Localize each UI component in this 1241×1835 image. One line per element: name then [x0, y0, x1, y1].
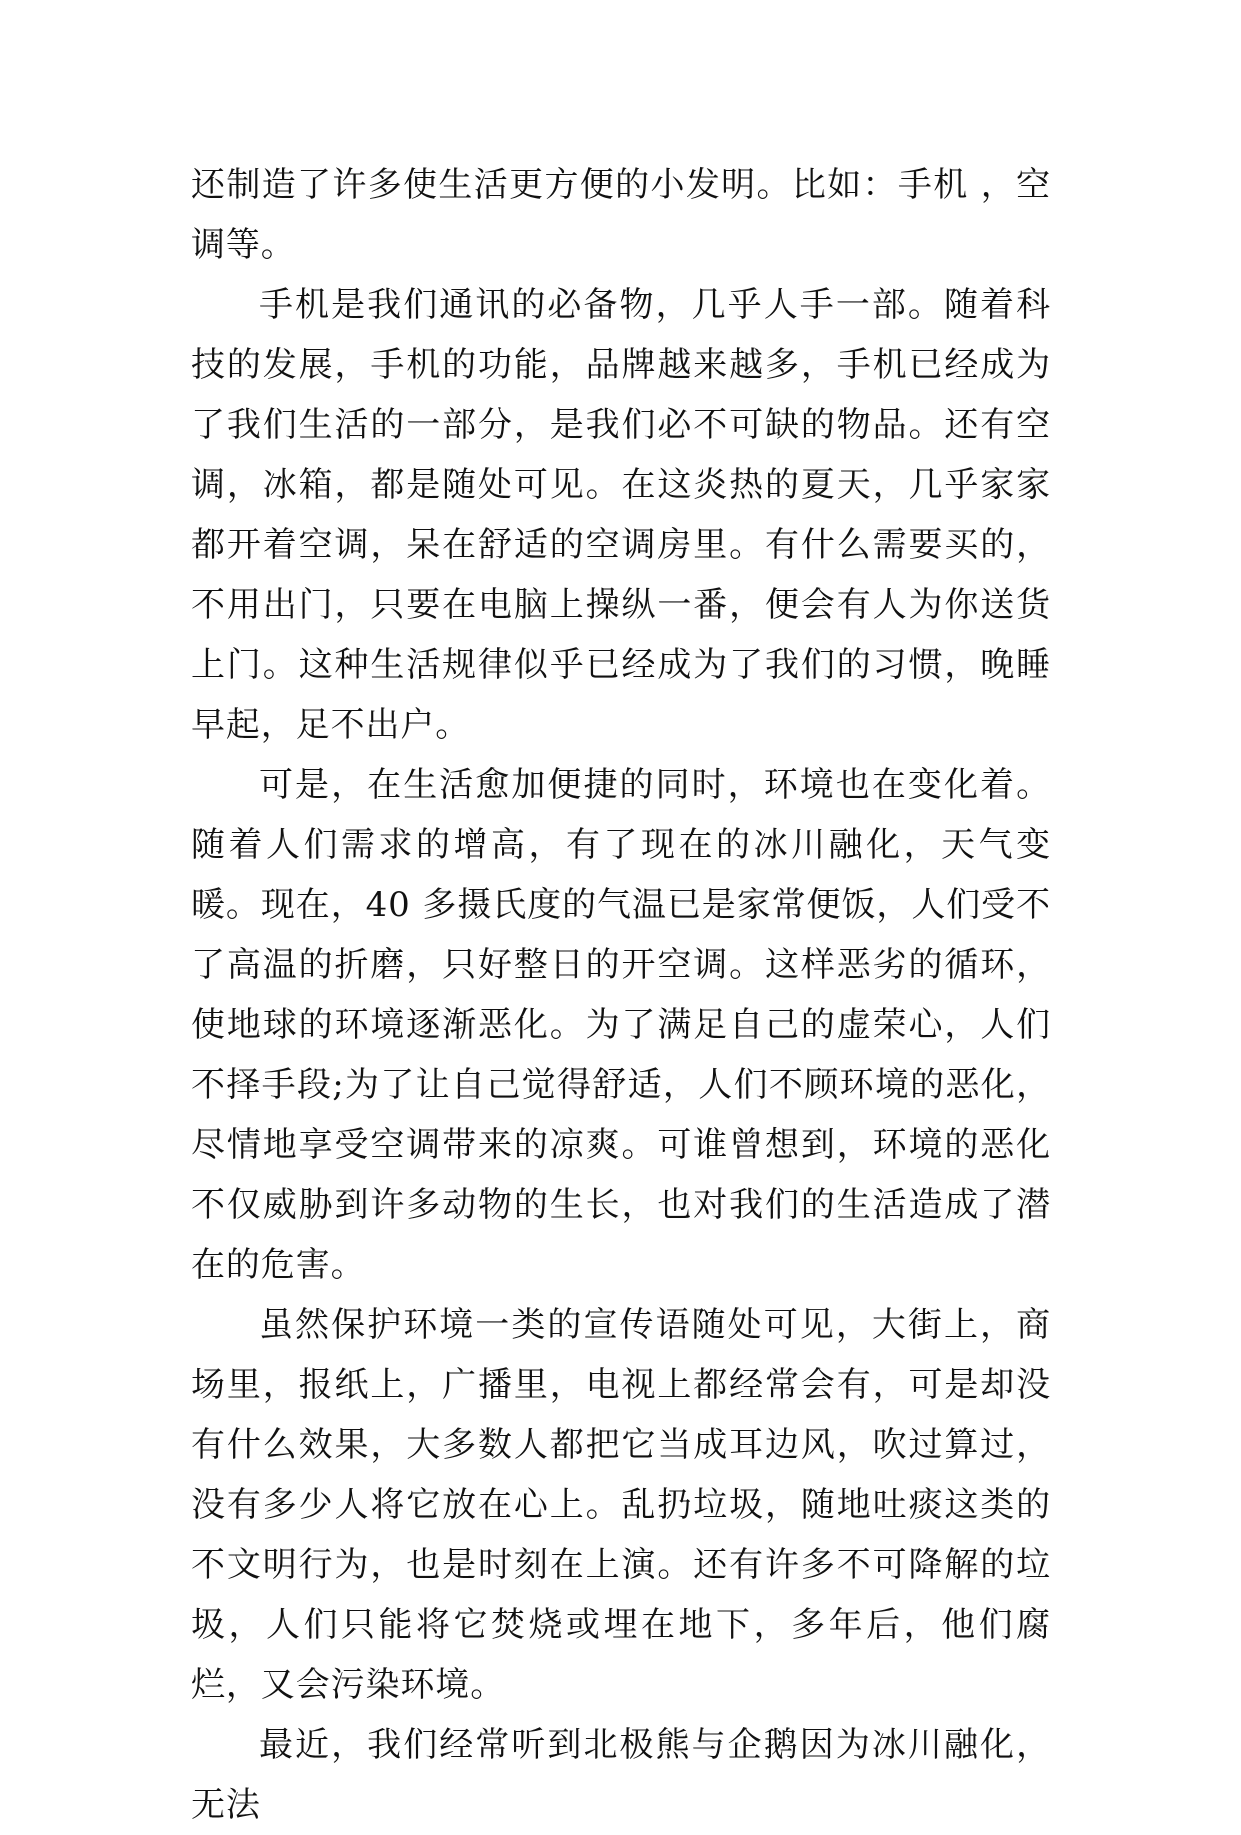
paragraph-polar-bears: 最近，我们经常听到北极熊与企鹅因为冰川融化，无法	[191, 1725, 1051, 1825]
paragraph-mobile-phones: 手机是我们通讯的必备物，几乎人手一部。随着科技的发展，手机的功能，品牌越来越多，手机已经成为了我们生活的一部分，是我们必不可缺的物品。还有空调，冰箱，都是随处可见。在这炎热的夏天，几乎家家都开着空调，呆在舒适的空调房里。有什么需要买的，不用出门，只要在电脑上操纵一番，便会有人为你送货上门。这种生活规律似乎已经成为了我们的习惯，晚睡早起，足不出户。	[191, 285, 1051, 745]
paragraph-environmental-slogans: 虽然保护环境一类的宣传语随处可见，大街上，商场里，报纸上，广播里，电视上都经常会有，可是却没有什么效果，大多数人都把它当成耳边风，吹过算过，没有多少人将它放在心上。乱扔垃圾，随地吐痰这类的不文明行为，也是时刻在上演。还有许多不可降解的垃圾，人们只能将它焚烧或埋在地下，多年后，他们腐烂，又会污染环境。	[191, 1305, 1051, 1705]
paragraph-environment-change: 可是，在生活愈加便捷的同时，环境也在变化着。随着人们需求的增高，有了现在的冰川融化，天气变暖。现在，40 多摄氏度的气温已是家常便饭，人们受不了高温的折磨，只好整日的开空调。这样恶劣的循环，使地球的环境逐渐恶化。为了满足自己的虚荣心，人们不择手段;为了让自己觉得舒适，人们不顾环境的恶化，尽情地享受空调带来的凉爽。可谁曾想到，环境的恶化不仅威胁到许多动物的生长，也对我们的生活造成了潜在的危害。	[191, 765, 1051, 1285]
body-text	[191, 155, 1051, 1835]
paragraph-continuation: 还制造了许多使生活更方便的小发明。比如：手机 ，空调等。	[191, 165, 1051, 265]
